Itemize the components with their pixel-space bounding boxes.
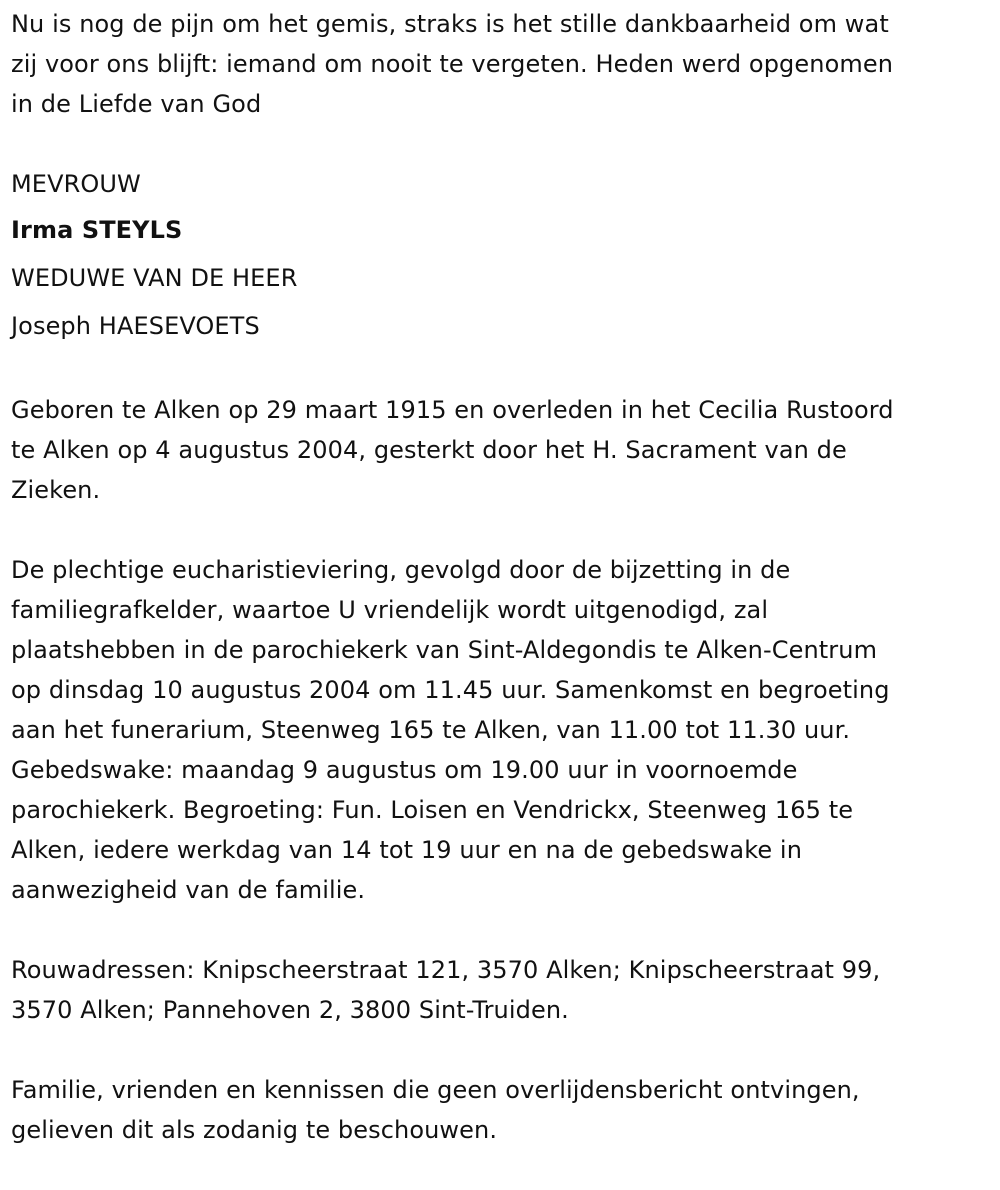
deceased-spouse: Joseph HAESEVOETS	[11, 312, 260, 340]
ceremony-line: Alken, iedere werkdag van 14 tot 19 uur en na de gebedswake in	[11, 836, 803, 864]
ceremony-line: familiegrafkelder, waartoe U vriendelijk wordt uitgenodigd, zal	[11, 596, 769, 624]
birth-death-line: Geboren te Alken op 29 maart 1915 en overleden in het Cecilia Rustoord	[11, 396, 894, 424]
ceremony-line: De plechtige eucharistieviering, gevolgd door de bijzetting in de	[11, 556, 791, 584]
birth-death-line: Zieken.	[11, 476, 101, 504]
birth-death-line: te Alken op 4 augustus 2004, gesterkt door het H. Sacrament van de	[11, 436, 847, 464]
intro-line: in de Liefde van God	[11, 90, 262, 118]
obituary-notice	[11, 4, 996, 1190]
intro-line: zij voor ons blijft: iemand om nooit te vergeten. Heden werd opgenomen	[11, 50, 894, 78]
addresses-line: Rouwadressen: Knipscheerstraat 121, 3570 Alken; Knipscheerstraat 99,	[11, 956, 881, 984]
ceremony-line: plaatshebben in de parochiekerk van Sint-Aldegondis te Alken-Centrum	[11, 636, 878, 664]
ceremony-line: op dinsdag 10 augustus 2004 om 11.45 uur. Samenkomst en begroeting	[11, 676, 890, 704]
ceremony-line: Gebedswake: maandag 9 augustus om 19.00 uur in voornoemde	[11, 756, 798, 784]
closing-line: gelieven dit als zodanig te beschouwen.	[11, 1116, 498, 1144]
addresses-paragraph	[11, 950, 996, 1030]
ceremony-line: aan het funerarium, Steenweg 165 te Alken, van 11.00 tot 11.30 uur.	[11, 716, 851, 744]
intro-line: Nu is nog de pijn om het gemis, straks is het stille dankbaarheid om wat	[11, 10, 889, 38]
intro-paragraph	[11, 4, 996, 124]
deceased-relation: WEDUWE VAN DE HEER	[11, 264, 298, 292]
closing-line: Familie, vrienden en kennissen die geen overlijdensbericht ontvingen,	[11, 1076, 860, 1104]
deceased-name: Irma STEYLS	[11, 216, 183, 244]
ceremony-paragraph	[11, 550, 996, 910]
deceased-title: MEVROUW	[11, 170, 141, 198]
addresses-line: 3570 Alken; Pannehoven 2, 3800 Sint-Truiden.	[11, 996, 569, 1024]
closing-paragraph	[11, 1070, 996, 1150]
deceased-block	[11, 164, 996, 350]
birth-death-paragraph	[11, 390, 996, 510]
ceremony-line: aanwezigheid van de familie.	[11, 876, 366, 904]
ceremony-line: parochiekerk. Begroeting: Fun. Loisen en Vendrickx, Steenweg 165 te	[11, 796, 854, 824]
